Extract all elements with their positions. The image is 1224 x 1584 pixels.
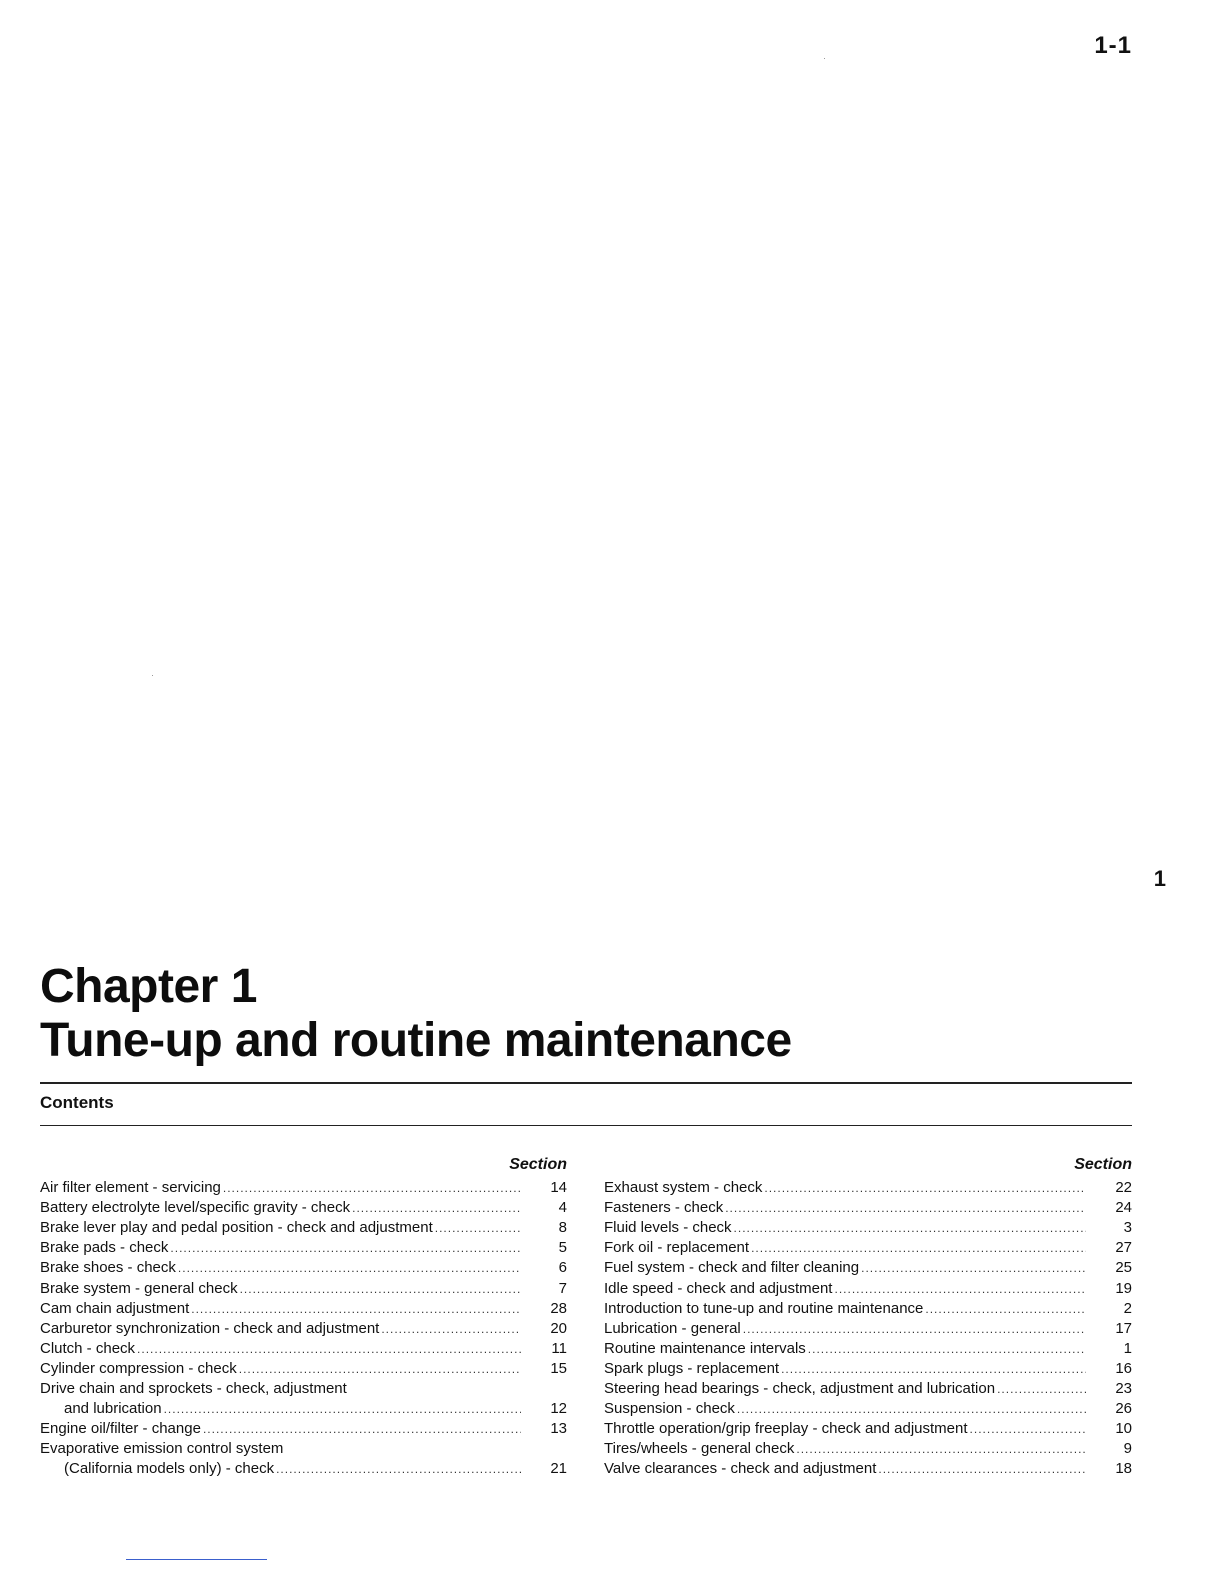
dot-leader <box>834 1279 1086 1299</box>
toc-entry <box>40 1258 567 1278</box>
toc-entry <box>604 1359 1132 1379</box>
toc-entry-section: 14 <box>550 1179 567 1197</box>
dot-leader <box>878 1459 1086 1479</box>
toc-entry-section: 16 <box>1115 1359 1132 1377</box>
toc-entry-section: 2 <box>1123 1299 1132 1317</box>
toc-entry-title: Exhaust system - check <box>604 1179 763 1197</box>
toc-entry-title: Brake pads - check <box>40 1239 169 1257</box>
toc-entry <box>40 1359 567 1379</box>
toc-entry-title: Fasteners - check <box>604 1199 724 1217</box>
toc-entry-title: Idle speed - check and adjustment <box>604 1279 833 1297</box>
toc-entry-title: Lubrication - general <box>604 1319 741 1337</box>
divider <box>40 1125 1132 1126</box>
toc-entry-section: 4 <box>558 1199 567 1217</box>
toc-entry <box>604 1258 1132 1278</box>
toc-entry-section: 10 <box>1115 1420 1132 1438</box>
dot-leader <box>381 1319 521 1339</box>
dot-leader <box>734 1218 1086 1238</box>
dot-leader <box>137 1339 521 1359</box>
toc-entry <box>604 1399 1132 1419</box>
toc-entry-title: Throttle operation/grip freeplay - check and adjustment <box>604 1420 968 1438</box>
dot-leader <box>781 1359 1086 1379</box>
toc-entry <box>40 1218 567 1238</box>
scan-speck <box>824 58 825 59</box>
toc-entry-title: Valve clearances - check and adjustment <box>604 1460 877 1478</box>
dot-leader <box>435 1218 521 1238</box>
toc-list <box>40 1178 567 1479</box>
toc-entry <box>604 1419 1132 1439</box>
dot-leader <box>240 1279 521 1299</box>
toc-entry <box>604 1459 1132 1479</box>
toc-entry-title: Battery electrolyte level/specific gravity - check <box>40 1199 351 1217</box>
toc-entry-section: 26 <box>1115 1400 1132 1418</box>
toc-list <box>604 1178 1132 1479</box>
dot-leader <box>751 1238 1086 1258</box>
toc-entry <box>40 1439 567 1459</box>
toc-entry-section: 28 <box>550 1299 567 1317</box>
chapter-heading <box>40 960 1132 1068</box>
dot-leader <box>239 1359 521 1379</box>
toc-entry-title: Steering head bearings - check, adjustment and lubrication <box>604 1380 996 1398</box>
dot-leader <box>861 1258 1086 1278</box>
toc-entry <box>40 1178 567 1198</box>
contents-column-right <box>604 1154 1132 1479</box>
section-column-header: Section <box>509 1156 567 1173</box>
toc-entry <box>604 1278 1132 1298</box>
dot-leader <box>743 1319 1086 1339</box>
dot-leader <box>178 1258 521 1278</box>
dot-leader <box>203 1419 521 1439</box>
footer-underline <box>126 1559 267 1560</box>
toc-entry-title: Cylinder compression - check <box>40 1359 237 1377</box>
toc-entry-section: 19 <box>1115 1279 1132 1297</box>
toc-entry-section: 20 <box>550 1319 567 1337</box>
dot-leader <box>764 1178 1086 1198</box>
toc-entry <box>40 1198 567 1218</box>
contents-heading: Contents <box>40 1093 114 1112</box>
toc-entry-section: 13 <box>550 1420 567 1438</box>
toc-entry-title: Cam chain adjustment <box>40 1299 190 1317</box>
toc-entry-section: 12 <box>550 1400 567 1418</box>
toc-entry-section: 8 <box>558 1219 567 1237</box>
toc-entry-section: 27 <box>1115 1239 1132 1257</box>
scan-speck <box>152 675 153 676</box>
dot-leader <box>808 1339 1086 1359</box>
toc-entry-section: 7 <box>558 1279 567 1297</box>
page-number: 1-1 <box>1094 32 1132 59</box>
dot-leader <box>164 1399 521 1419</box>
toc-entry-section: 1 <box>1123 1339 1132 1357</box>
toc-entry-section: 17 <box>1115 1319 1132 1337</box>
toc-entry-title: Drive chain and sprockets - check, adjustment <box>40 1380 347 1398</box>
toc-entry-section: 6 <box>558 1259 567 1277</box>
toc-entry-title-continued: (California models only) - check <box>64 1460 275 1478</box>
dot-leader <box>925 1299 1086 1319</box>
toc-entry-title: Clutch - check <box>40 1339 136 1357</box>
toc-entry <box>40 1278 567 1298</box>
toc-entry <box>40 1299 567 1319</box>
toc-entry <box>604 1238 1132 1258</box>
toc-entry-section: 9 <box>1123 1440 1132 1458</box>
toc-entry <box>604 1439 1132 1459</box>
toc-entry-title: Fuel system - check and filter cleaning <box>604 1259 860 1277</box>
dot-leader <box>725 1198 1086 1218</box>
dot-leader <box>352 1198 521 1218</box>
toc-entry-title: Suspension - check <box>604 1400 735 1418</box>
dot-leader <box>997 1379 1086 1399</box>
toc-entry-section: 11 <box>551 1339 567 1357</box>
toc-entry-title: Fluid levels - check <box>604 1219 732 1237</box>
toc-entry <box>40 1339 567 1359</box>
toc-entry <box>40 1419 567 1439</box>
toc-entry-section: 21 <box>550 1460 567 1478</box>
toc-entry <box>40 1238 567 1258</box>
section-column-header: Section <box>1074 1156 1132 1173</box>
toc-entry <box>40 1379 567 1399</box>
toc-entry-title: Brake shoes - check <box>40 1259 176 1277</box>
divider <box>40 1082 1132 1084</box>
dot-leader <box>223 1178 521 1198</box>
dot-leader <box>191 1299 521 1319</box>
toc-entry-title-continued: and lubrication <box>64 1400 162 1418</box>
toc-entry-title: Brake lever play and pedal position - check and adjustment <box>40 1219 433 1237</box>
toc-entry-section: 3 <box>1123 1219 1132 1237</box>
toc-entry-title: Spark plugs - replacement <box>604 1359 780 1377</box>
toc-entry <box>604 1379 1132 1399</box>
toc-entry <box>604 1178 1132 1198</box>
toc-entry-title: Carburetor synchronization - check and adjustment <box>40 1319 380 1337</box>
dot-leader <box>796 1439 1086 1459</box>
toc-entry <box>604 1198 1132 1218</box>
dot-leader <box>170 1238 521 1258</box>
dot-leader <box>970 1419 1086 1439</box>
chapter-tab-marker: 1 <box>1153 866 1166 891</box>
toc-entry <box>604 1339 1132 1359</box>
toc-entry-title: Brake system - general check <box>40 1279 238 1297</box>
toc-entry <box>604 1299 1132 1319</box>
toc-entry-title: Introduction to tune-up and routine maintenance <box>604 1299 924 1317</box>
toc-entry-title: Routine maintenance intervals <box>604 1339 806 1357</box>
toc-entry <box>604 1218 1132 1238</box>
toc-entry-section: 5 <box>558 1239 567 1257</box>
toc-entry-section: 25 <box>1115 1259 1132 1277</box>
toc-entry-title: Engine oil/filter - change <box>40 1420 201 1438</box>
toc-entry-section: 15 <box>550 1359 567 1377</box>
chapter-title: Tune-up and routine maintenance <box>40 1014 792 1067</box>
toc-entry-section: 22 <box>1115 1179 1132 1197</box>
dot-leader <box>276 1459 521 1479</box>
contents-column-left <box>40 1154 567 1479</box>
toc-entry-title: Fork oil - replacement <box>604 1239 750 1257</box>
toc-entry-section: 18 <box>1115 1460 1132 1478</box>
toc-entry-title: Air filter element - servicing <box>40 1179 221 1197</box>
toc-entry-continuation <box>40 1459 567 1479</box>
chapter-label: Chapter 1 <box>40 960 257 1013</box>
toc-entry-title: Tires/wheels - general check <box>604 1440 795 1458</box>
toc-entry-section: 24 <box>1115 1199 1132 1217</box>
toc-entry-section: 23 <box>1115 1380 1132 1398</box>
toc-entry <box>604 1319 1132 1339</box>
dot-leader <box>737 1399 1086 1419</box>
toc-entry-continuation <box>40 1399 567 1419</box>
toc-entry <box>40 1319 567 1339</box>
toc-entry-title: Evaporative emission control system <box>40 1440 284 1458</box>
